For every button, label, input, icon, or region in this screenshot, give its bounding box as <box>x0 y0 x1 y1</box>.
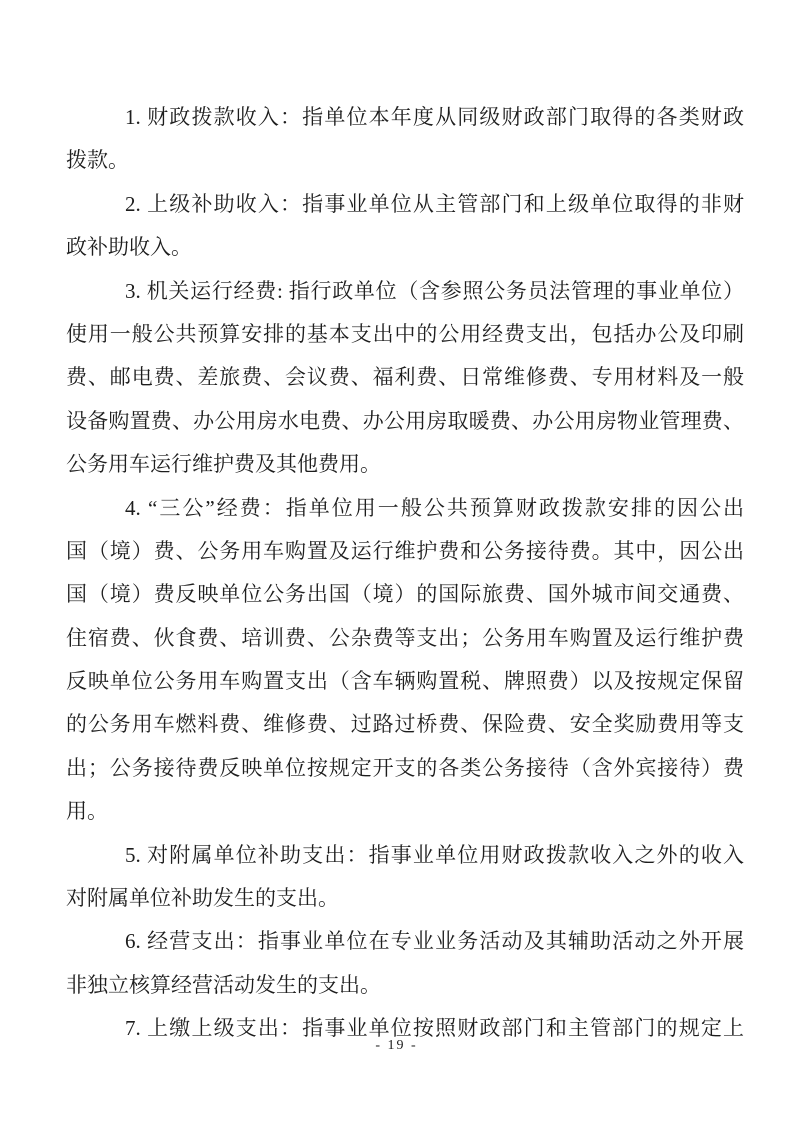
text-line: 国（境）费、公务用车购置及运行维护费和公务接待费。其中，因公出 <box>66 538 744 563</box>
text-line: 出；公务接待费反映单位按规定开支的各类公务接待（含外宾接待）费 <box>66 755 744 780</box>
text-line: 6. 经营支出：指事业单位在专业业务活动及其辅助活动之外开展 <box>125 929 744 954</box>
text-line: 3. 机关运行经费: 指行政单位（含参照公务员法管理的事业单位） <box>125 278 744 303</box>
text-line: 的公务用车燃料费、维修费、过路过桥费、保险费、安全奖励费用等支 <box>66 712 744 737</box>
text-line: 非独立核算经营活动发生的支出。 <box>66 972 381 997</box>
page-number: - 19 - <box>375 1038 418 1053</box>
text-line: 国（境）费反映单位公务出国（境）的国际旅费、国外城市间交通费、 <box>66 582 744 607</box>
text-line: 7. 上缴上级支出：指事业单位按照财政部门和主管部门的规定上 <box>125 1016 744 1041</box>
text-line: 住宿费、伙食费、培训费、公杂费等支出；公务用车购置及运行维护费 <box>66 625 744 650</box>
text-line: 拨款。 <box>66 148 129 173</box>
text-line: 反映单位公务用车购置支出（含车辆购置税、牌照费）以及按规定保留 <box>66 669 744 694</box>
text-line: 5. 对附属单位补助支出：指事业单位用财政拨款收入之外的收入 <box>125 842 744 867</box>
text-line: 2. 上级补助收入：指事业单位从主管部门和上级单位取得的非财 <box>125 191 744 216</box>
text-line: 4. “三公”经费：指单位用一般公共预算财政拨款安排的因公出 <box>125 495 744 520</box>
text-line: 用。 <box>66 799 108 824</box>
text-line: 政补助收入。 <box>66 235 192 260</box>
text-line: 1. 财政拨款收入：指单位本年度从同级财政部门取得的各类财政 <box>125 105 744 129</box>
document-body <box>66 96 744 1051</box>
text-line: 费、邮电费、差旅费、会议费、福利费、日常维修费、专用材料及一般 <box>66 365 744 390</box>
text-line: 使用一般公共预算安排的基本支出中的公用经费支出，包括办公及印刷 <box>66 321 744 346</box>
text-line: 对附属单位补助发生的支出。 <box>66 886 339 911</box>
text-line: 公务用车运行维护费及其他费用。 <box>66 452 381 477</box>
text-line: 设备购置费、办公用房水电费、办公用房取暖费、办公用房物业管理费、 <box>66 408 744 433</box>
